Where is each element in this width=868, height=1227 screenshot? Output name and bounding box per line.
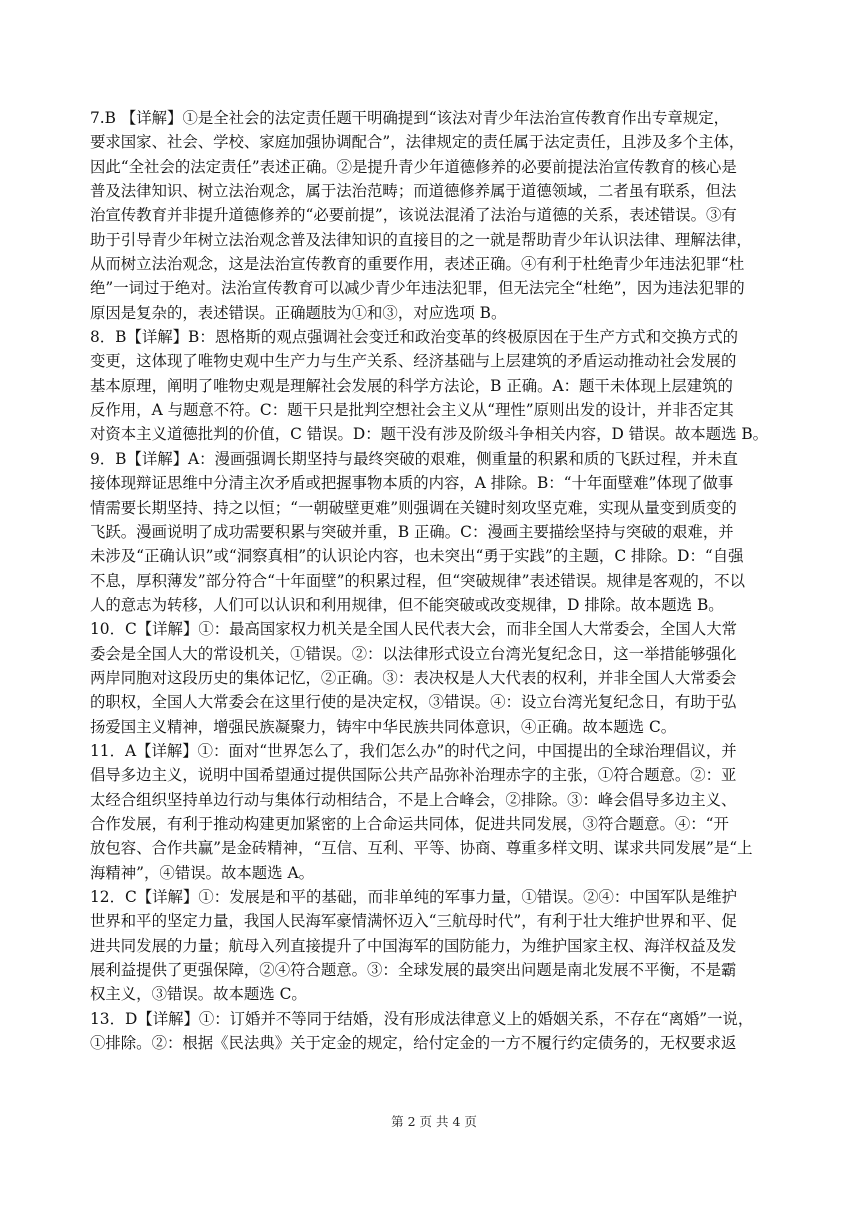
text-line: 太经合组织坚持单边行动与集体行动相结合，不是上合峰会，②排除。③：峰会倡导多边主义、 (90, 790, 737, 809)
text-line: 普及法律知识、树立法治观念，属于法治范畴；而道德修养属于道德领域，二者虽有联系，但法 (90, 182, 737, 201)
text-line: 的职权，全国人大常委会在这里行使的是决定权，③错误。④：设立台湾光复纪念日，有助于弘 (90, 693, 737, 712)
text-line: 倡导多边主义，说明中国希望通过提供国际公共产品弥补治理赤字的主张，①符合题意。②：亚 (90, 766, 737, 785)
text-line: 12．C【详解】①：发展是和平的基础，而非单纯的军事力量，①错误。②④：中国军队是维护 (90, 888, 737, 906)
text-line: 治宣传教育并非提升道德修养的“必要前提”，该说法混淆了法治与道德的关系，表述错误。③有 (90, 206, 737, 225)
text-line: 绝”一词过于绝对。法治宣传教育可以减少青少年违法犯罪，但无法完全“杜绝”，因为违法犯罪的 (90, 279, 745, 298)
text-line: 变更，这体现了唯物史观中生产力与生产关系、经济基础与上层建筑的矛盾运动推动社会发展的 (90, 352, 737, 371)
page-footer: 第 2 页 共 4 页 (391, 1114, 477, 1129)
text-line: 要求国家、社会、学校、家庭加强协调配合”，法律规定的责任属于法定责任，且涉及多个主体， (90, 133, 745, 152)
text-line: 未涉及“正确认识”或“洞察真相”的认识论内容，也未突出“勇于实践”的主题，C 排除。D：“自强 (90, 547, 744, 566)
text-line: 飞跃。漫画说明了成功需要积累与突破并重，B 正确。C：漫画主要描绘坚持与突破的艰难，并 (90, 522, 734, 541)
text-line: 世界和平的坚定力量，我国人民海军豪情满怀迈入“三航母时代”，有利于壮大维护世界和平、促 (90, 912, 737, 931)
text-line: 9．B【详解】A：漫画强调长期坚持与最终突破的艰难，侧重量的积累和质的飞跃过程，并未直 (90, 449, 738, 468)
document-body (90, 106, 804, 1055)
text-line: 8．B【详解】B：恩格斯的观点强调社会变迁和政治变革的终极原因在于生产方式和交换方式的 (90, 328, 739, 347)
text-line: ①排除。②：根据《民法典》关于定金的规定，给付定金的一方不履行约定债务的，无权要求返 (90, 1034, 737, 1053)
text-line: 因此“全社会的法定责任”表述正确。②是提升青少年道德修养的必要前提法治宣传教育的核心是 (90, 157, 737, 176)
text-line: 合作发展，有利于推动构建更加紧密的上合命运共同体，促进共同发展，③符合题意。④：“开 (90, 814, 729, 833)
text-line: 基本原理，阐明了唯物史观是理解社会发展的科学方法论，B 正确。A：题干未体现上层建筑的 (90, 376, 733, 395)
text-line: 10．C【详解】①：最高国家权力机关是全国人民代表大会，而非全国人大常委会，全国人大常 (90, 620, 737, 639)
text-line: 13．D【详解】①：订婚并不等同于结婚，没有形成法律意义上的婚姻关系，不存在“离婚”一说， (90, 1009, 754, 1028)
text-line: 情需要长期坚持、持之以恒；“一朝破壁更难”则强调在关键时刻攻坚克难，实现从量变到质变的 (90, 498, 737, 517)
text-line: 对资本主义道德批判的价值，C 错误。D：题干没有涉及阶级斗争相关内容，D 错误。故本题选 B。 (90, 425, 769, 444)
text-line: 海精神”，④错误。故本题选 A。 (90, 863, 314, 882)
text-line: 11．A【详解】①：面对“世界怎么了，我们怎么办”的时代之问，中国提出的全球治理倡议，并 (90, 741, 737, 760)
text-line: 反作用，A 与题意不符。C：题干只是批判空想社会主义从“理性”原则出发的设计，并非否定其 (90, 401, 734, 420)
text-line: 不息，厚积薄发”部分符合“十年面壁”的积累过程，但“突破规律”表述错误。规律是客观的，不以 (90, 571, 745, 590)
text-line: 放包容、合作共赢”是金砖精神，“互信、互利、平等、协商、尊重多样文明、谋求共同发展”是“上 (90, 839, 753, 858)
text-line: 扬爱国主义精神，增强民族凝聚力，铸牢中华民族共同体意识，④正确。故本题选 C。 (90, 717, 677, 736)
text-line: 助于引导青少年树立法治观念普及法律知识的直接目的之一就是帮助青少年认识法律、理解法律， (90, 230, 752, 249)
text-line: 人的意志为转移，人们可以认识和利用规律，但不能突破或改变规律，D 排除。故本题选 B。 (90, 595, 724, 614)
text-line: 两岸同胞对这段历史的集体记忆，②正确。③：表决权是人大代表的权利，并非全国人大常委会 (90, 668, 737, 687)
text-line: 接体现辩证思维中分清主次矛盾或把握事物本质的内容，A 排除。B：“十年面壁难”体现了做事 (90, 474, 734, 493)
text-line: 原因是复杂的，表述错误。正确题肢为①和③，对应选项 B。 (90, 303, 507, 322)
text-line: 委会是全国人大的常设机关，①错误。②：以法律形式设立台湾光复纪念日，这一举措能够强化 (90, 644, 737, 663)
text-line: 进共同发展的力量；航母入列直接提升了中国海军的国防能力，为维护国家主权、海洋权益及发 (90, 936, 737, 955)
text-line: 从而树立法治观念，这是法治宣传教育的重要作用，表述正确。④有利于杜绝青少年违法犯罪“杜 (90, 255, 745, 274)
text-line: 7.B 【详解】①是全社会的法定责任题干明确提到“该法对青少年法治宣传教育作出专章规定， (90, 109, 729, 127)
text-line: 权主义，③错误。故本题选 C。 (90, 985, 307, 1004)
text-line: 展利益提供了更强保障，②④符合题意。③：全球发展的最突出问题是南北发展不平衡，不是霸 (90, 961, 737, 980)
